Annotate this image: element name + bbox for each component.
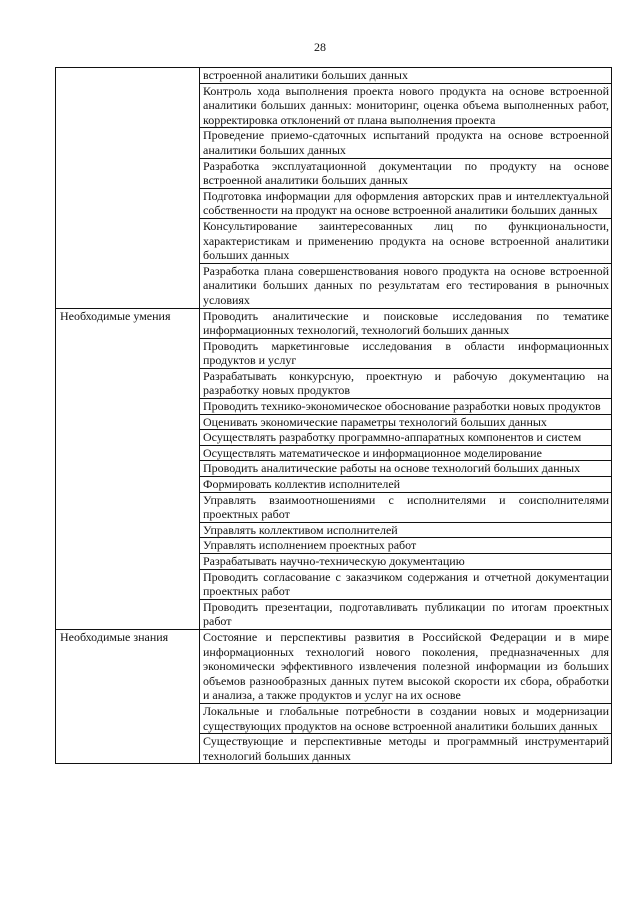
requirement-cell xyxy=(200,158,612,188)
requirement-text: Оценивать экономические параметры технологий больших данных xyxy=(203,414,547,429)
requirement-cell xyxy=(200,477,612,493)
requirement-text: Локальные и глобальные потребности в создании новых и модернизации существующих продуктов на основе встроенной аналитики больших данных xyxy=(203,703,609,733)
section-label: Необходимые знания xyxy=(60,629,169,644)
requirement-cell xyxy=(200,522,612,538)
requirement-cell xyxy=(200,445,612,461)
requirement-text: Проводить маркетинговые исследования в области информационных продуктов и услуг xyxy=(203,338,609,368)
requirements-table-body xyxy=(56,68,612,764)
requirement-text: Разрабатывать конкурсную, проектную и рабочую документацию на разработку новых продуктов xyxy=(203,368,609,398)
requirement-cell xyxy=(200,368,612,398)
requirement-cell xyxy=(200,629,612,703)
requirement-cell xyxy=(200,218,612,263)
requirement-cell xyxy=(200,734,612,764)
table-row xyxy=(56,68,612,84)
requirement-cell xyxy=(200,569,612,599)
requirement-text: Проводить технико-экономическое обоснование разработки новых продуктов xyxy=(203,399,601,414)
requirement-cell xyxy=(200,414,612,430)
section-label: Необходимые умения xyxy=(60,308,171,323)
requirement-text: Подготовка информации для оформления авторских прав и интеллектуальной собственности на продукт на основе встроенной аналитики больших данных xyxy=(203,188,609,218)
requirement-text: Контроль хода выполнения проекта нового продукта на основе встроенной аналитики больших данных: мониторинг, оценка объема выполненных работ, корректировка отклонений от плана выполнения проекта xyxy=(203,83,609,127)
requirement-text: Существующие и перспективные методы и программный инструментарий технологий больших данных xyxy=(203,734,609,763)
requirement-cell xyxy=(200,399,612,415)
table-row xyxy=(56,308,612,338)
requirement-text: Управлять взаимоотношениями с исполнителями и соисполнителями проектных работ xyxy=(203,492,609,522)
requirement-text: Осуществлять математическое и информационное моделирование xyxy=(203,445,542,460)
requirement-cell xyxy=(200,538,612,554)
requirement-cell xyxy=(200,338,612,368)
requirement-cell xyxy=(200,68,612,84)
requirement-text: Осуществлять разработку программно-аппаратных компонентов и систем xyxy=(203,430,582,445)
requirement-cell xyxy=(200,599,612,629)
requirement-text: Управлять коллективом исполнителей xyxy=(203,522,398,537)
requirement-text: Формировать коллектив исполнителей xyxy=(203,477,401,492)
requirement-text: Разрабатывать научно-техническую документацию xyxy=(203,554,465,568)
requirements-table xyxy=(55,67,612,764)
requirement-cell xyxy=(200,703,612,733)
requirement-cell xyxy=(200,492,612,522)
requirement-text: Управлять исполнением проектных работ xyxy=(203,538,417,553)
requirement-cell xyxy=(200,308,612,338)
requirement-text: встроенной аналитики больших данных xyxy=(203,68,408,82)
page-number: 28 xyxy=(314,40,326,54)
table-row xyxy=(56,629,612,703)
requirement-text: Состояние и перспективы развития в Российской Федерации и в мире информационных технологий нового поколения, предназначенных для экономически эффективного извлечения полезной информации из больших объемов разнообразных данных путем высокой скорости их сбора, обработки и анализа, а также продуктов и услуг на их основе xyxy=(203,629,609,703)
requirement-text: Проводить аналитические и поисковые исследования по тематике информационных технологий, технологий больших данных xyxy=(203,308,609,338)
requirement-text: Проводить аналитические работы на основе технологий больших данных xyxy=(203,461,581,476)
section-label-cell xyxy=(56,308,200,629)
section-label-cell xyxy=(56,68,200,309)
requirement-cell xyxy=(200,554,612,570)
requirement-text: Консультирование заинтересованных лиц по функциональности, характеристикам и применению продукта на основе встроенной аналитики больших данных xyxy=(203,218,609,263)
requirement-cell xyxy=(200,430,612,446)
requirement-text: Проводить согласование с заказчиком содержания и отчетной документации проектных работ xyxy=(203,569,609,599)
requirement-text: Проведение приемо-сдаточных испытаний продукта на основе встроенной аналитики больших данных xyxy=(203,128,609,157)
requirement-text: Разработка плана совершенствования нового продукта на основе встроенной аналитики больших данных по результатам его тестирования в рыночных условиях xyxy=(203,263,609,307)
requirement-text: Проводить презентации, подготавливать публикации по итогам проектных работ xyxy=(203,599,609,629)
requirement-cell xyxy=(200,188,612,218)
requirement-cell xyxy=(200,128,612,158)
requirement-cell xyxy=(200,83,612,128)
requirement-text: Разработка эксплуатационной документации по продукту на основе встроенной аналитики больших данных xyxy=(203,158,609,188)
section-label-cell xyxy=(56,629,200,763)
requirement-cell xyxy=(200,263,612,308)
requirement-cell xyxy=(200,461,612,477)
